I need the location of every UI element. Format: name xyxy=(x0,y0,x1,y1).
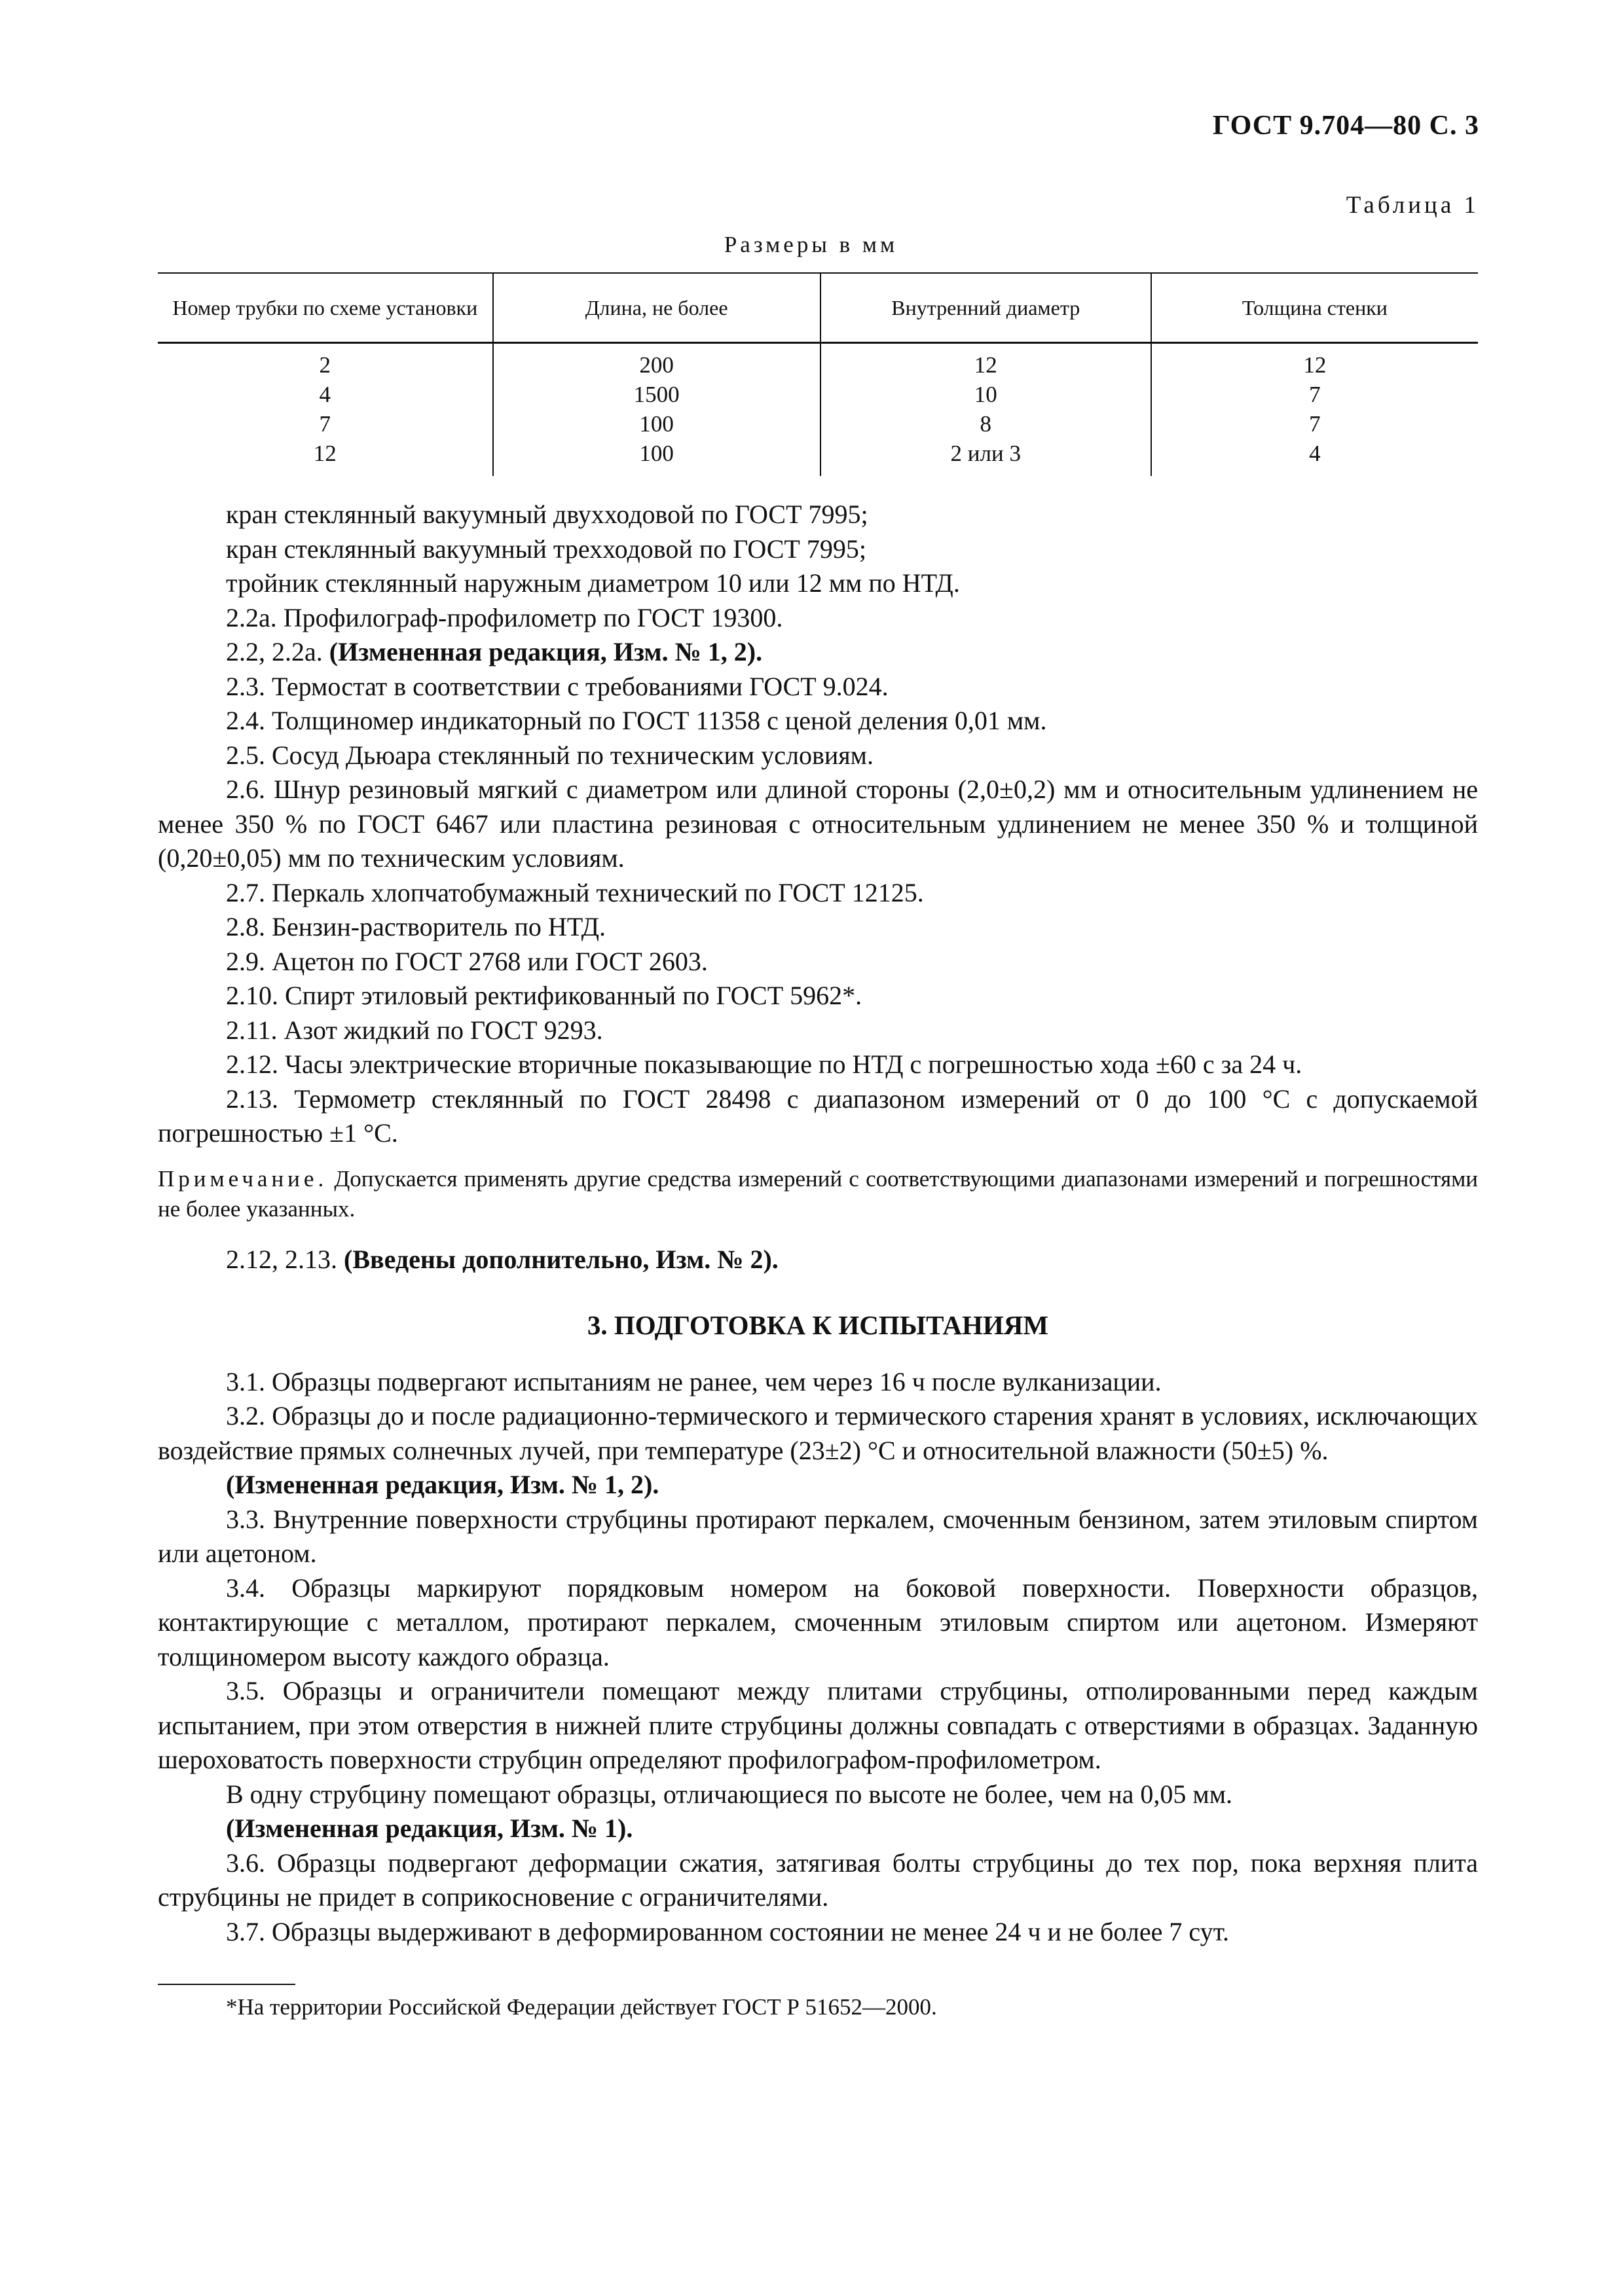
clause-3-6: 3.6. Образцы подвергают деформации сжатия, затягивая болты струбцины до тех пор, пока верхняя плита струбцины не придет в соприкосновение с ограничителями. xyxy=(158,1848,1478,1912)
clause-3-4: 3.4. Образцы маркируют порядковым номером на боковой поверхности. Поверхности образцов, контактирующие с металлом, протирают перкалем, смоченным этиловым спиртом или ацетоном. Измеряют толщиномером высоту каждого образца. xyxy=(158,1573,1478,1671)
table-cell: 1500 xyxy=(493,380,820,409)
clause-3-7: 3.7. Образцы выдерживают в деформированном состоянии не менее 24 ч и не более 7 сут. xyxy=(226,1916,1230,1946)
clause-3-2: 3.2. Образцы до и после радиационно-термического и термического старения хранят в условиях, исключающих воздействие прямых солнечных лучей, при температуре (23±2) °С и относительной влажности (50±5) %. xyxy=(158,1401,1478,1465)
table-row xyxy=(158,439,1478,476)
note-label: Примечание. xyxy=(158,1165,328,1192)
clause-2-12: 2.12. Часы электрические вторичные показывающие по НТД с погрешностью хода ±60 с за 24 ч. xyxy=(226,1049,1302,1079)
clause-2-13: 2.13. Термометр стеклянный по ГОСТ 28498 с диапазоном измерений от 0 до 100 °С с допускаемой погрешностью ±1 °С. xyxy=(158,1084,1478,1148)
clause-2-7: 2.7. Перкаль хлопчатобумажный технический по ГОСТ 12125. xyxy=(226,877,924,907)
list-item: тройник стеклянный наружным диаметром 10 или 12 мм по НТД. xyxy=(226,568,960,598)
table-row xyxy=(158,409,1478,439)
table-cell: 12 xyxy=(820,343,1151,380)
table-cell: 200 xyxy=(493,343,820,380)
amendment-ref: 2.12, 2.13. xyxy=(226,1244,337,1274)
clause-3-5: 3.5. Образцы и ограничители помещают между плитами струбцины, отполированными перед каждым испытанием, при этом отверстия в нижней плите струбцины должны совпадать с отверстиями в образцах. Заданную шероховатость поверхности струбцин определяют профилографом-профилометром. xyxy=(158,1676,1478,1774)
clause-2-9: 2.9. Ацетон по ГОСТ 2768 или ГОСТ 2603. xyxy=(226,946,708,976)
table-cell: 7 xyxy=(319,411,331,437)
amendment-text: (Введены дополнительно, Изм. № 2). xyxy=(344,1244,779,1274)
clause-2-11: 2.11. Азот жидкий по ГОСТ 9293. xyxy=(226,1015,603,1045)
table-header-row xyxy=(158,273,1478,343)
table-cell: 100 xyxy=(493,439,820,476)
amendment-note xyxy=(158,1468,1478,1503)
section-title: 3. ПОДГОТОВКА К ИСПЫТАНИЯМ xyxy=(587,1310,1049,1340)
running-header: ГОСТ 9.704—80 С. 3 xyxy=(1212,111,1479,141)
table-caption: Таблица 1 xyxy=(1346,192,1479,219)
clause-2-2a: 2.2а. Профилограф-профилометр по ГОСТ 19300. xyxy=(226,602,783,632)
table-cell: 7 xyxy=(1151,380,1478,409)
clause-3-1: 3.1. Образцы подвергают испытаниям не ранее, чем через 16 ч после вулканизации. xyxy=(226,1366,1162,1396)
footnote-divider xyxy=(158,1984,295,1985)
table-cell: 8 xyxy=(820,409,1151,439)
note-text: Допускается применять другие средства измерений с соответствующими диапазонами измерений и погрешностями не более указанных. xyxy=(158,1165,1478,1222)
body-text xyxy=(158,498,1478,1949)
table-cell: 100 xyxy=(493,409,820,439)
table-cell: 4 xyxy=(319,382,331,407)
clause-2-10: 2.10. Спирт этиловый ректификованный по ГОСТ 5962*. xyxy=(226,981,862,1010)
amendment-note xyxy=(158,1243,1478,1277)
footnote: *На территории Российской Федерации действует ГОСТ Р 51652—2000. xyxy=(226,1994,937,2020)
amendment-text: (Измененная редакция, Изм. № 1). xyxy=(226,1813,633,1843)
clause-3-5-continued: В одну струбцину помещают образцы, отличающиеся по высоте не более, чем на 0,05 мм. xyxy=(226,1779,1233,1809)
dimensions-table xyxy=(158,272,1478,476)
table-cell: 12 xyxy=(313,441,337,466)
amendment-text: (Измененная редакция, Изм. № 1, 2). xyxy=(226,1470,659,1499)
amendment-note xyxy=(158,1812,1478,1846)
clause-2-4: 2.4. Толщиномер индикаторный по ГОСТ 11358 с ценой деления 0,01 мм. xyxy=(226,706,1047,735)
amendment-note xyxy=(158,635,1478,670)
note-block xyxy=(158,1164,1478,1224)
list-item: кран стеклянный вакуумный трехходовой по ГОСТ 7995; xyxy=(226,534,866,564)
amendment-ref: 2.2, 2.2а. xyxy=(226,637,323,666)
table-cell: 2 или 3 xyxy=(820,439,1151,476)
clause-2-3: 2.3. Термостат в соответствии с требованиями ГОСТ 9.024. xyxy=(226,671,889,701)
clause-3-3: 3.3. Внутренние поверхности струбцины протирают перкалем, смоченным бензином, затем этиловым спиртом или ацетоном. xyxy=(158,1504,1478,1568)
table-row xyxy=(158,343,1478,380)
column-header: Длина, не более xyxy=(493,273,820,343)
table-row xyxy=(158,380,1478,409)
table-cell: 7 xyxy=(1151,409,1478,439)
table-cell: 2 xyxy=(319,352,331,378)
amendment-text: (Измененная редакция, Изм. № 1, 2). xyxy=(329,637,763,666)
column-header: Внутренний диаметр xyxy=(820,273,1151,343)
list-item: кран стеклянный вакуумный двухходовой по ГОСТ 7995; xyxy=(226,500,868,529)
column-header: Толщина стенки xyxy=(1151,273,1478,343)
clause-2-5: 2.5. Сосуд Дьюара стеклянный по техническим условиям. xyxy=(226,740,874,770)
table-cell: 10 xyxy=(820,380,1151,409)
clause-2-6: 2.6. Шнур резиновый мягкий с диаметром или длиной стороны (2,0±0,2) мм и относительным удлинением не менее 350 % по ГОСТ 6467 или пластина резиновая с относительным удлинением не менее 350 % и толщиной (0,20±0,05) мм по техническим условиям. xyxy=(158,774,1478,873)
table-cell: 12 xyxy=(1151,343,1478,380)
clause-2-8: 2.8. Бензин-растворитель по НТД. xyxy=(226,912,606,941)
table-units: Размеры в мм xyxy=(724,232,898,257)
column-header: Номер трубки по схеме установки xyxy=(158,273,493,343)
table-cell: 4 xyxy=(1151,439,1478,476)
